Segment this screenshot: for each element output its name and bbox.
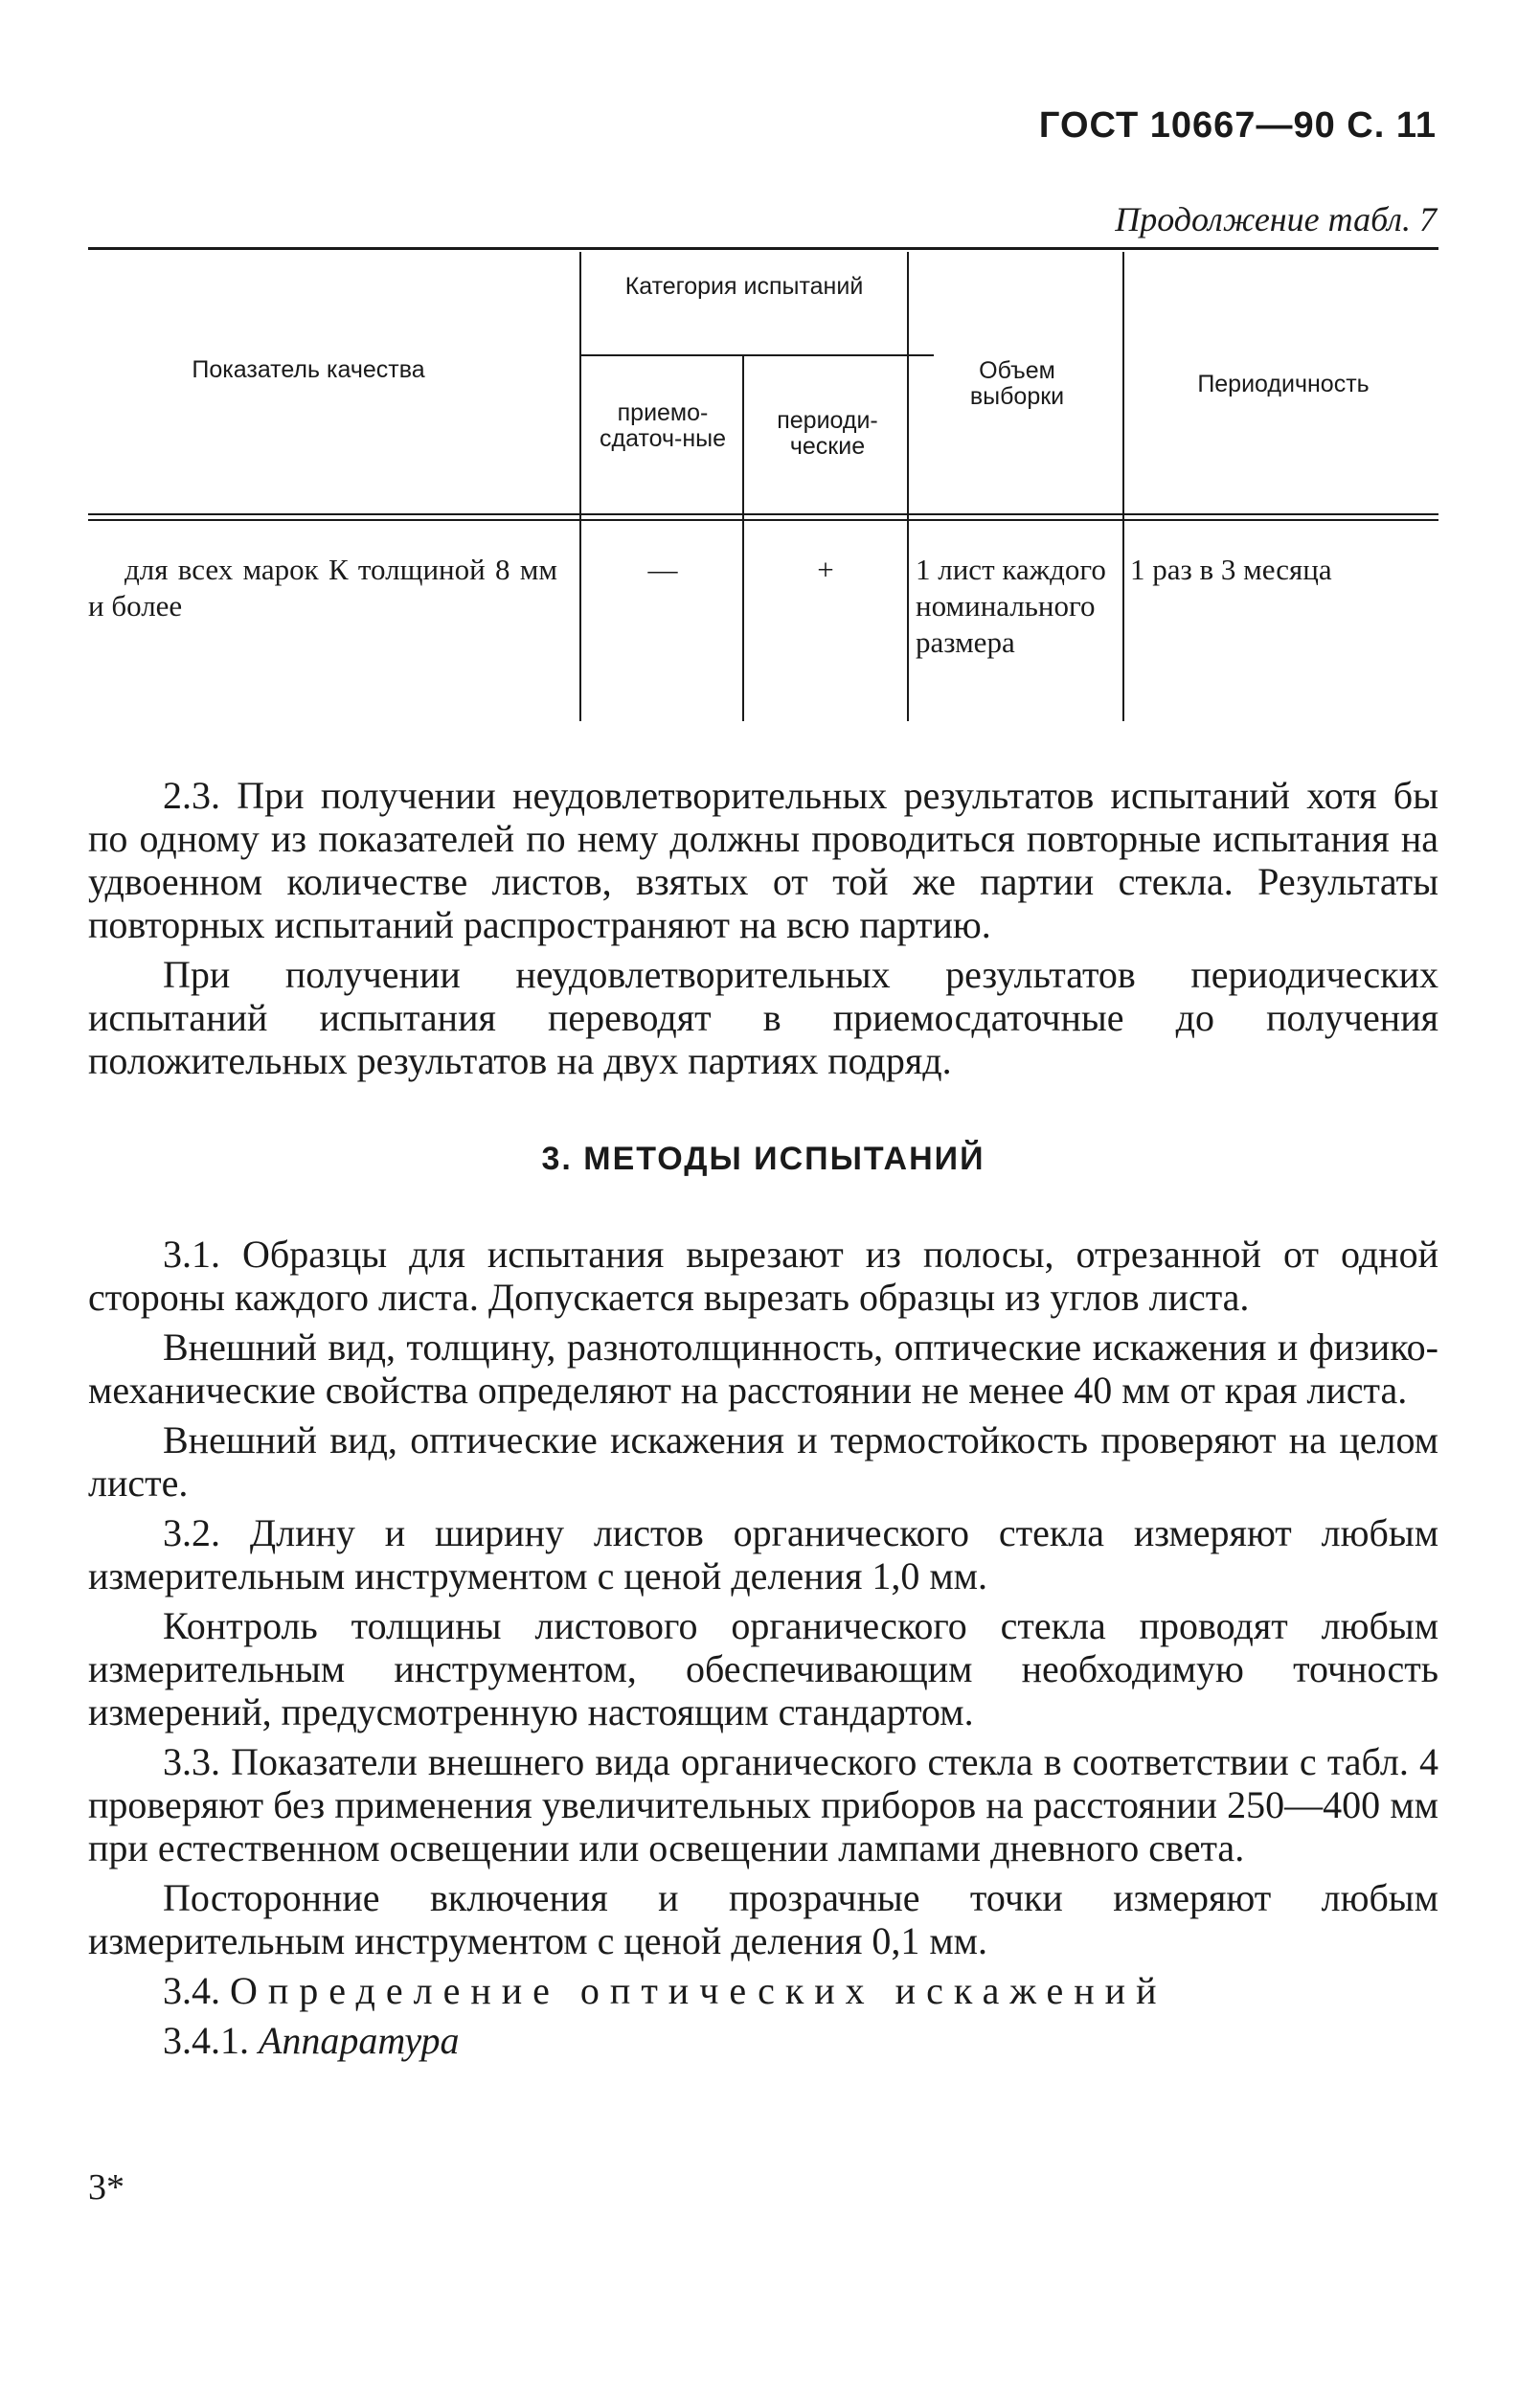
table-col-divider-2	[742, 356, 744, 721]
row-periodic: +	[817, 553, 834, 586]
paragraph-3-4	[88, 1969, 1438, 2012]
paragraph-3-2: 3.2. Длину и ширину листов органического стекла измеряют любым измерительным инструментом с ценой деления 1,0 мм.	[88, 1511, 1438, 1597]
header-acceptance: приемо-сдаточ-ные	[600, 399, 726, 452]
row-periodicity: 1 раз в 3 месяца	[1130, 553, 1332, 586]
section-3-heading: 3. МЕТОДЫ ИСПЫТАНИЙ	[541, 1141, 985, 1177]
table-top-rule	[88, 247, 1438, 250]
paragraph-3-2-thickness: Контроль толщины листового органического стекла проводят любым измерительным инструментом, обеспечивающим необходимую точность измерений, предусмотренную настоящим стандартом.	[88, 1604, 1438, 1733]
paragraph-3-3-inclusions: Посторонние включения и прозрачные точки измеряют любым измерительным инструментом с ценой деления 0,1 мм.	[88, 1876, 1438, 1962]
paragraph-3-4-1	[88, 2019, 1438, 2062]
table-col-divider-4	[1122, 252, 1124, 721]
paragraph-3-3: 3.3. Показатели внешнего вида органического стекла в соответствии с табл. 4 проверяют без применения увеличительных приборов на расстоянии 250—400 мм при естественном освещении или освещении лампами дневного света.	[88, 1740, 1438, 1869]
header-test-category: Категория испытаний	[624, 273, 864, 300]
table-col-divider-3	[907, 252, 909, 721]
table-caption: Продолжение табл. 7	[1115, 200, 1437, 238]
header-periodicity: Периодичность	[1197, 371, 1370, 397]
paragraph-3-4-title: Определение оптических искажений	[230, 1969, 1167, 2012]
signature-mark: 3*	[88, 2167, 125, 2208]
row-sample-size: 1 лист каждого номинального размера	[916, 553, 1106, 659]
table-header-rule-2	[88, 519, 1438, 521]
paragraph-2-3: 2.3. При получении неудовлетворительных результатов испытаний хотя бы по одному из показателей по нему должны проводиться повторные испытания на удвоенном количестве листов, взятых от той же партии стекла. Результаты повторных испытаний распространяют на всю партию.	[88, 774, 1438, 946]
paragraph-3-4-number: 3.4.	[163, 1969, 220, 2012]
table-col-divider-1	[579, 252, 581, 721]
paragraph-3-1-appearance: Внешний вид, толщину, разнотолщинность, оптические искажения и физико-механические свойства определяют на расстоянии не менее 40 мм от края листа.	[88, 1325, 1438, 1412]
row-indicator: для всех марок К толщиной 8 мм и более	[88, 553, 557, 623]
table-header-rule	[88, 513, 1438, 515]
header-sample-size: Объем выборки	[969, 357, 1065, 410]
header-periodic: периоди-ческие	[777, 407, 878, 460]
row-acceptance: —	[647, 553, 678, 586]
page-reference: ГОСТ 10667—90 С. 11	[1038, 105, 1437, 146]
paragraph-3-1-whole-sheet: Внешний вид, оптические искажения и термостойкость проверяют на целом листе.	[88, 1418, 1438, 1505]
paragraph-3-4-1-number: 3.4.1.	[163, 2019, 249, 2062]
body-text	[88, 774, 1438, 2069]
paragraph-2-3-periodic: При получении неудовлетворительных результатов периодических испытаний испытания переводят в приемосдаточные до получения положительных результатов на двух партиях подряд.	[88, 953, 1438, 1082]
paragraph-3-1: 3.1. Образцы для испытания вырезают из полосы, отрезанной от одной стороны каждого листа. Допускается вырезать образцы из углов листа.	[88, 1233, 1438, 1319]
header-indicator: Показатель качества	[192, 356, 425, 383]
table-subheader-rule	[579, 354, 934, 356]
quality-table	[88, 247, 1438, 726]
paragraph-3-4-1-title: Аппаратура	[259, 2019, 460, 2062]
